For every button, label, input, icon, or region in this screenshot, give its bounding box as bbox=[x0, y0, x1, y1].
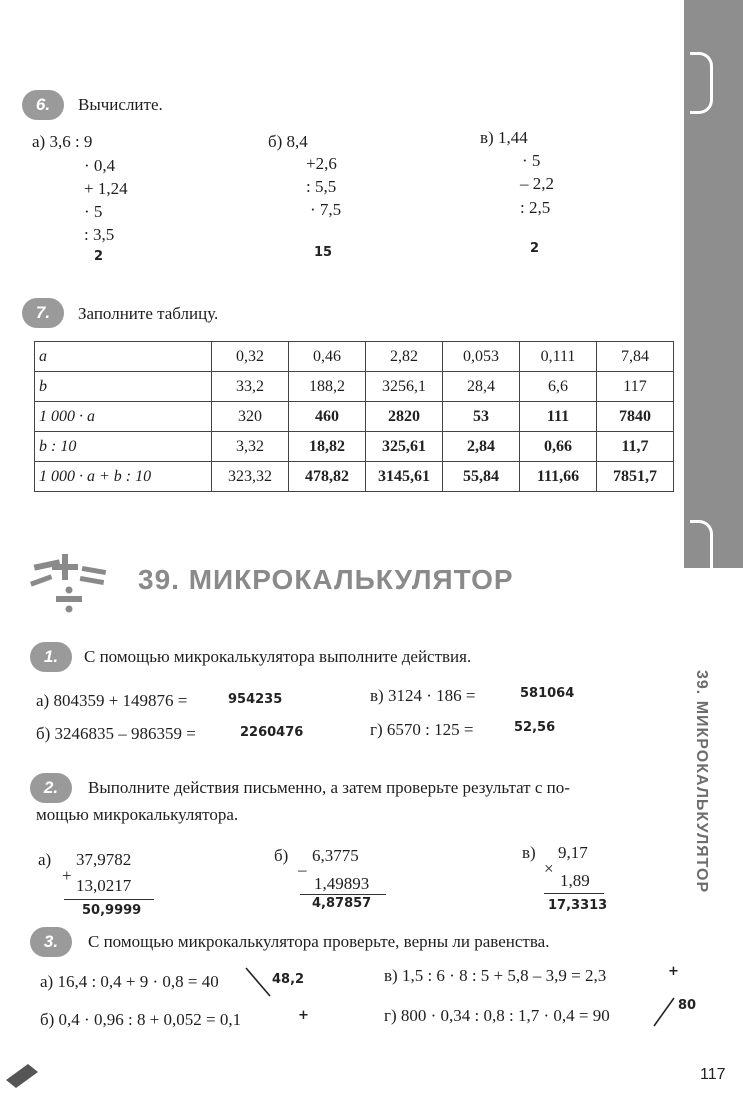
ex6-a-line: а) 3,6 : 9 bbox=[32, 132, 93, 151]
ex1-b-answer: 2260476 bbox=[240, 725, 304, 740]
table-cell-answer: 0,66 bbox=[520, 432, 597, 462]
exercise-number-badge: 1. bbox=[30, 642, 72, 672]
ex2-c-label: в) bbox=[522, 843, 536, 862]
ex2-b-bottom: 1,49893 bbox=[314, 874, 370, 893]
table-cell: 28,4 bbox=[443, 372, 520, 402]
exercise-title: Вычислите. bbox=[78, 95, 163, 114]
ex2-a-operator: + bbox=[62, 866, 72, 885]
table-cell-answer: 7851,7 bbox=[597, 462, 674, 492]
sum-line bbox=[64, 899, 154, 900]
table-cell: 320 bbox=[212, 402, 289, 432]
table-cell: 33,2 bbox=[212, 372, 289, 402]
table-cell: 0,32 bbox=[212, 342, 289, 372]
ex6-b-line: +2,6 bbox=[306, 154, 337, 173]
table-cell-answer: 11,7 bbox=[597, 432, 674, 462]
exercise-title: Выполните действия письменно, а затем проверьте результат с по- bbox=[88, 778, 570, 797]
ex6-c-line: – 2,2 bbox=[520, 174, 554, 193]
ex2-a-answer: 50,9999 bbox=[82, 903, 142, 918]
table-cell-answer: 2,84 bbox=[443, 432, 520, 462]
table-cell: 3,32 bbox=[212, 432, 289, 462]
ex6-a-line: : 3,5 bbox=[84, 225, 115, 244]
ex2-a-bottom: 13,0217 bbox=[76, 876, 132, 895]
ex3-b-answer: + bbox=[298, 1008, 309, 1023]
ex1-d-expr: г) 6570 : 125 = bbox=[370, 720, 474, 739]
table-cell: 0,053 bbox=[443, 342, 520, 372]
ex2-c-answer: 17,3313 bbox=[548, 898, 608, 913]
table-cell-answer: 18,82 bbox=[289, 432, 366, 462]
table-cell: 2,82 bbox=[366, 342, 443, 372]
ex3-a-answer: 48,2 bbox=[272, 972, 305, 987]
ex6-c-line: · 5 bbox=[522, 151, 541, 170]
ex2-c-bottom: 1,89 bbox=[560, 871, 590, 890]
table-cell-answer: 478,82 bbox=[289, 462, 366, 492]
ex1-d-answer: 52,56 bbox=[514, 720, 556, 735]
exercise-title: С помощью микрокалькулятора выполните действия. bbox=[84, 647, 472, 666]
product-line bbox=[544, 893, 604, 894]
table-cell: 117 bbox=[597, 372, 674, 402]
difference-line bbox=[300, 894, 386, 895]
table-cell: 0,46 bbox=[289, 342, 366, 372]
table-row bbox=[35, 342, 674, 372]
row-label: 1 000 · a bbox=[35, 402, 212, 432]
ex6-a-line: · 5 bbox=[84, 202, 103, 221]
ex2-b-operator: – bbox=[298, 860, 307, 879]
table-cell-answer: 111 bbox=[520, 402, 597, 432]
ex6-c-line: в) 1,44 bbox=[480, 128, 528, 147]
table-cell: 323,32 bbox=[212, 462, 289, 492]
ex1-a-expr: а) 804359 + 149876 = bbox=[36, 691, 188, 710]
section-title: 39. МИКРОКАЛЬКУЛЯТОР bbox=[138, 564, 514, 595]
ex3-d-answer: 80 bbox=[678, 998, 697, 1013]
ex6-b-answer: 15 bbox=[314, 245, 333, 260]
table-cell: 6,6 bbox=[520, 372, 597, 402]
fill-table bbox=[34, 341, 674, 492]
table-row bbox=[35, 372, 674, 402]
ex3-c-answer: + bbox=[668, 964, 679, 979]
ex1-b-expr: б) 3246835 – 986359 = bbox=[36, 724, 196, 743]
table-cell-answer: 325,61 bbox=[366, 432, 443, 462]
ex2-c-top: 9,17 bbox=[558, 843, 588, 862]
ex6-c-line: : 2,5 bbox=[520, 198, 551, 217]
ex6-b-line: : 5,5 bbox=[306, 177, 337, 196]
ex3-d-expr: г) 800 · 0,34 : 0,8 : 1,7 · 0,4 = 90 bbox=[384, 1006, 610, 1025]
exercise-number-badge: 6. bbox=[22, 90, 64, 120]
ex3-a-expr: а) 16,4 : 0,4 + 9 · 0,8 = 40 bbox=[40, 972, 219, 991]
ex6-b-line: · 7,5 bbox=[310, 200, 342, 219]
exercise-title: Заполните таблицу. bbox=[78, 304, 219, 323]
exercise-title-cont: мощью микрокалькулятора. bbox=[36, 805, 239, 824]
ex2-c-operator: × bbox=[544, 859, 554, 878]
table-cell-answer: 460 bbox=[289, 402, 366, 432]
exercise-number-badge: 2. bbox=[30, 773, 72, 803]
math-symbols-icon bbox=[26, 548, 126, 620]
ex1-a-answer: 954235 bbox=[228, 692, 283, 707]
ex2-a-top: 37,9782 bbox=[76, 850, 132, 869]
ex1-c-answer: 581064 bbox=[520, 686, 575, 701]
ex6-b-line: б) 8,4 bbox=[268, 132, 308, 151]
table-cell: 188,2 bbox=[289, 372, 366, 402]
strike-mark-icon bbox=[244, 966, 274, 998]
side-chapter-title: 39. МИКРОКАЛЬКУЛЯТОР bbox=[693, 670, 710, 894]
ex2-b-answer: 4,87857 bbox=[312, 896, 372, 911]
table-cell-answer: 3145,61 bbox=[366, 462, 443, 492]
row-label: a bbox=[35, 342, 212, 372]
table-cell-answer: 111,66 bbox=[520, 462, 597, 492]
row-label: b : 10 bbox=[35, 432, 212, 462]
strike-mark-icon bbox=[650, 996, 678, 1028]
table-cell-answer: 2820 bbox=[366, 402, 443, 432]
ex6-c-answer: 2 bbox=[530, 241, 540, 256]
ex3-c-expr: в) 1,5 : 6 · 8 : 5 + 5,8 – 3,9 = 2,3 bbox=[384, 966, 607, 985]
ex6-a-line: + 1,24 bbox=[84, 179, 128, 198]
table-row bbox=[35, 402, 674, 432]
ex1-c-expr: в) 3124 · 186 = bbox=[370, 686, 476, 705]
bookmark-tab-icon bbox=[690, 520, 713, 582]
table-cell-answer: 55,84 bbox=[443, 462, 520, 492]
ex6-a-line: · 0,4 bbox=[84, 156, 116, 175]
page-number: 117 bbox=[700, 1066, 726, 1083]
table-row bbox=[35, 432, 674, 462]
ex3-b-expr: б) 0,4 · 0,96 : 8 + 0,052 = 0,1 bbox=[40, 1010, 242, 1029]
ex6-a-answer: 2 bbox=[94, 249, 104, 264]
ex2-b-top: 6,3775 bbox=[312, 846, 359, 865]
table-cell: 7,84 bbox=[597, 342, 674, 372]
bookmark-tab-icon bbox=[690, 52, 713, 114]
exercise-number-badge: 7. bbox=[22, 298, 64, 328]
exercise-number-badge: 3. bbox=[30, 927, 72, 957]
table-cell: 0,111 bbox=[520, 342, 597, 372]
ex2-b-label: б) bbox=[274, 846, 289, 865]
table-cell-answer: 7840 bbox=[597, 402, 674, 432]
publisher-logo-icon bbox=[4, 1062, 40, 1088]
row-label: b bbox=[35, 372, 212, 402]
row-label: 1 000 · a + b : 10 bbox=[35, 462, 212, 492]
table-cell-answer: 53 bbox=[443, 402, 520, 432]
table-row bbox=[35, 462, 674, 492]
exercise-title: С помощью микрокалькулятора проверьте, верны ли равенства. bbox=[88, 932, 550, 951]
table-cell: 3256,1 bbox=[366, 372, 443, 402]
ex2-a-label: а) bbox=[38, 850, 52, 869]
